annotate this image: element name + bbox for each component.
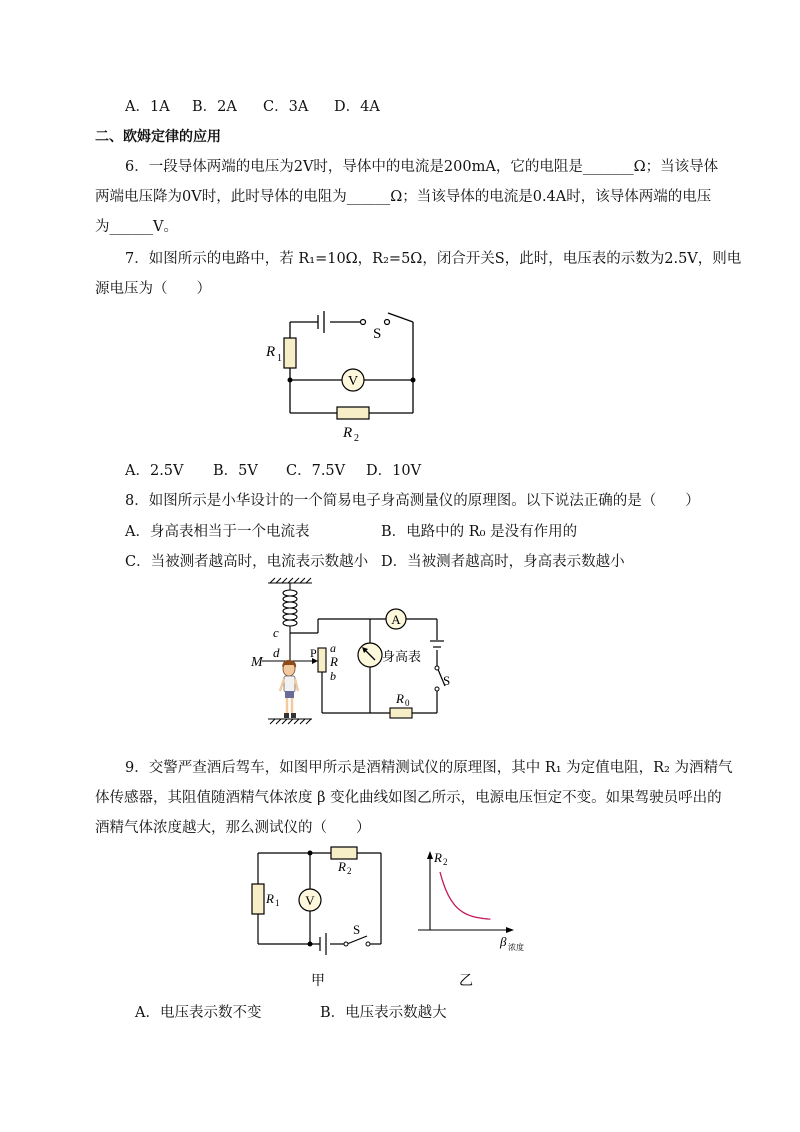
q9-caption-jia: 甲 xyxy=(311,974,325,989)
q7-line2: 源电压为（ ） xyxy=(95,281,211,297)
q9-line2: 体传感器，其阻值随酒精气体浓度 β 变化曲线如图乙所示，电源电压恒定不变。如果驾驶员呼出的 xyxy=(95,790,722,806)
q5-option-c: C．3A xyxy=(263,99,309,115)
q7-r1-sub: 1 xyxy=(277,353,282,364)
q9-line1: 9．交警严查酒后驾车，如图甲所示是酒精测试仪的原理图，其中 R₁ 为定值电阻，R₂ 为酒精气 xyxy=(125,760,733,776)
q7-switch-label: S xyxy=(373,326,382,342)
q9-line3: 酒精气体浓度越大，那么测试仪的（ ） xyxy=(95,820,371,836)
q9-r1-label: R xyxy=(266,891,274,906)
q9-r2-label: R xyxy=(338,859,346,874)
q8-option-d: D．当被测者越高时，身高表示数越小 xyxy=(381,554,625,570)
q9-option-b: B．电压表示数越大 xyxy=(320,1005,447,1021)
q9-r1-resistor xyxy=(252,884,264,914)
q5-option-b: B．2A xyxy=(192,99,237,115)
q8-label-s: S xyxy=(443,673,451,688)
q8-label-r: R xyxy=(330,654,338,669)
q9-option-a: A．电压表示数不变 xyxy=(135,1005,262,1021)
q8-option-b: B．电路中的 R₀ 是没有作用的 xyxy=(381,524,578,540)
q6-line2: 两端电压降为0V时，此时导体的电阻为______Ω；当该导体的电流是0.4A时，该导体两端的电压 xyxy=(95,189,712,205)
q7-option-d: D．10V xyxy=(366,463,422,479)
q7-option-c: C．7.5V xyxy=(286,463,346,479)
q8-label-m: M xyxy=(251,655,263,670)
q9-graph-y-sub: 2 xyxy=(443,857,448,867)
q9-r1-sub: 1 xyxy=(275,898,280,908)
q7-r1-label: R xyxy=(266,344,276,360)
q6-line1: 6．一段导体两端的电压为2V时，导体中的电流是200mA，它的电阻是_______Ω；当该导体 xyxy=(125,159,719,175)
q6-line3: 为______V。 xyxy=(95,219,178,235)
q9-r2-sub: 2 xyxy=(347,866,352,876)
q5-option-a: A．1A xyxy=(125,99,170,115)
q9-graph-axes xyxy=(418,855,510,930)
q9-graph-x-label: β xyxy=(500,934,507,949)
q8-label-b: b xyxy=(330,669,336,683)
q8-option-a: A．身高表相当于一个电流表 xyxy=(125,524,310,540)
q8-label-a: a xyxy=(330,641,336,655)
q8-label-r0-sub: 0 xyxy=(405,698,410,708)
q7-line1: 7．如图所示的电路中，若 R₁=10Ω，R₂=5Ω，闭合开关S，此时，电压表的示数为2.5V，则电 xyxy=(125,251,742,267)
q7-r2-sub: 2 xyxy=(354,433,359,444)
q8-label-d: d xyxy=(273,645,280,660)
q5-option-d: D．4A xyxy=(334,99,380,115)
q8-gauge-label: 身高表 xyxy=(382,649,422,664)
q8-label-p: P xyxy=(310,646,317,660)
q9-switch-label: S xyxy=(353,922,361,937)
q7-voltmeter-label: V xyxy=(347,374,359,389)
section-heading: 二、欧姆定律的应用 xyxy=(95,129,221,145)
q9-graph-x-sub: 浓度 xyxy=(508,943,524,952)
q9-caption-yi: 乙 xyxy=(459,974,473,989)
q9-graph-y-label: R xyxy=(434,850,442,865)
q7-r2-label: R xyxy=(343,425,353,441)
q9-voltmeter-label: V xyxy=(305,893,315,908)
q8-label-c: c xyxy=(273,625,279,640)
q8-line1: 8．如图所示是小华设计的一个简易电子身高测量仪的原理图。以下说法正确的是（ ） xyxy=(125,493,700,509)
q9-resistance-curve xyxy=(440,872,490,919)
q7-option-b: B．5V xyxy=(213,463,258,479)
q8-ammeter-label: A xyxy=(391,612,401,627)
q7-option-a: A．2.5V xyxy=(125,463,184,479)
q8-label-r0: R xyxy=(396,691,404,706)
q8-option-c: C．当被测者越高时，电流表示数越小 xyxy=(125,554,369,570)
q9-r2-sensor xyxy=(331,847,357,859)
